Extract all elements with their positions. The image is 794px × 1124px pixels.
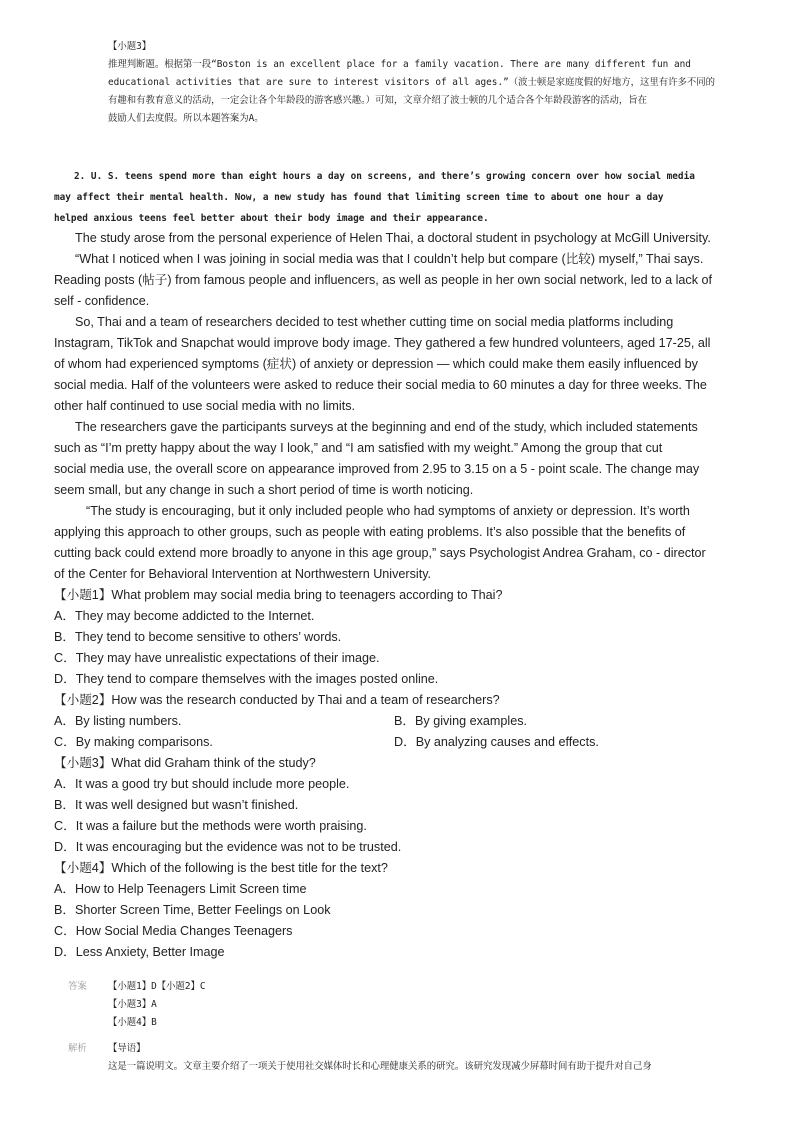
- question-option: D．They tend to compare themselves with the images posted online.: [54, 672, 439, 686]
- question-option: B．They tend to become sensitive to others’ words.: [54, 630, 342, 644]
- passage-line: such as “I’m pretty happy about the way I look,” and “I am satisfied with my weight.” Among the group that cut: [54, 441, 663, 455]
- passage-line: of the Center for Behavioral Intervention at Northwestern University.: [54, 567, 432, 581]
- question-stem: 【小题2】How was the research conducted by Thai and a team of researchers?: [54, 693, 500, 707]
- option-row: [54, 711, 744, 732]
- question-stem: 【小题1】What problem may social media bring to teenagers according to Thai?: [54, 588, 503, 602]
- analysis-line: 这是一篇说明文。文章主要介绍了一项关于使用社交媒体时长和心理健康关系的研究。该研究发现减少屏幕时间有助于提升对自己身: [108, 1061, 652, 1072]
- question-option: B．By giving examples.: [394, 714, 527, 728]
- question-option: B．It was well designed but wasn’t finished.: [54, 798, 299, 812]
- prev-explanation-line: 鼓励人们去度假。所以本题答案为A。: [108, 113, 264, 124]
- question-option: D．It was encouraging but the evidence was not to be trusted.: [54, 840, 402, 854]
- answer-line: 【小题1】D【小题2】C: [108, 981, 206, 992]
- lead-line: may affect their mental health. Now, a new study has found that limiting screen time to about one hour a day: [54, 192, 664, 203]
- question-option: B．Shorter Screen Time, Better Feelings on Look: [54, 903, 331, 917]
- question-option: D．By analyzing causes and effects.: [394, 735, 599, 749]
- passage-line: “The study is encouraging, but it only included people who had symptoms of anxiety or depression. It’s worth: [86, 504, 690, 518]
- passage-lead: [54, 166, 744, 229]
- lead-line: helped anxious teens feel better about their body image and their appearance.: [54, 213, 489, 224]
- prev-question-label: 【小题3】: [108, 41, 152, 52]
- prev-explanation-line: 有趣和有教育意义的活动，一定会让各个年龄段的游客感兴趣。）可知，文章介绍了波士顿的几个适合各个年龄段游客的活动，旨在: [108, 95, 648, 106]
- passage-line: social media use, the overall score on appearance improved from 2.95 to 3.15 on a 5 - point scale. The change may: [54, 462, 700, 476]
- passage-body: [54, 228, 744, 963]
- passage-line: of whom had experienced symptoms (症状) of anxiety or depression — which could make them easily influenced by: [54, 357, 698, 371]
- question-option: A．By listing numbers.: [54, 714, 182, 728]
- question-stem: 【小题3】What did Graham think of the study?: [54, 756, 316, 770]
- option-row: [54, 732, 744, 753]
- answer-label: 答案: [68, 981, 87, 992]
- question-option: A．It was a good try but should include more people.: [54, 777, 350, 791]
- question-option: A．How to Help Teenagers Limit Screen time: [54, 882, 307, 896]
- analysis-line: 【导语】: [108, 1043, 146, 1054]
- question-option: A．They may become addicted to the Internet.: [54, 609, 315, 623]
- previous-explanation: [108, 38, 728, 128]
- answer-line: 【小题3】A: [108, 999, 157, 1010]
- passage-line: “What I noticed when I was joining in social media was that I couldn’t help but compare (比较) myself,” Thai says.: [75, 252, 704, 266]
- passage-line: seem small, but any change in such a short period of time is worth noticing.: [54, 483, 474, 497]
- answer-line: 【小题4】B: [108, 1017, 157, 1028]
- analysis-label: 解析: [68, 1043, 87, 1054]
- passage-line: other half continued to use social media with no limits.: [54, 399, 356, 413]
- prev-explanation-line: educational activities that are sure to interest visitors of all ages.”（波士顿是家庭度假的好地方，这里有许多不同的: [108, 77, 715, 88]
- passage-line: self - confidence.: [54, 294, 150, 308]
- question-option: C．By making comparisons.: [54, 735, 213, 749]
- question-option: D．Less Anxiety, Better Image: [54, 945, 225, 959]
- passage-line: Instagram, TikTok and Snapchat would improve body image. They gathered a few hundred volunteers, aged 17-25, all: [54, 336, 711, 350]
- passage-line: The researchers gave the participants surveys at the beginning and end of the study, which included statements: [75, 420, 698, 434]
- question-option: C．How Social Media Changes Teenagers: [54, 924, 293, 938]
- question-option: C．They may have unrealistic expectations of their image.: [54, 651, 380, 665]
- passage-line: The study arose from the personal experience of Helen Thai, a doctoral student in psychology at McGill University.: [75, 231, 711, 245]
- passage-line: applying this approach to other groups, such as people with eating problems. It’s also possible that the benefits of: [54, 525, 686, 539]
- lead-line: 2. U. S. teens spend more than eight hours a day on screens, and there’s growing concern over how social media: [74, 171, 695, 182]
- passage-line: social media. Half of the volunteers were asked to reduce their social media to 60 minutes a day for three weeks. The: [54, 378, 707, 392]
- passage-line: cutting back could extend more broadly to anyone in this age group,” says Psychologist Andrea Graham, co - director: [54, 546, 706, 560]
- question-option: C．It was a failure but the methods were worth praising.: [54, 819, 367, 833]
- question-stem: 【小题4】Which of the following is the best title for the text?: [54, 861, 388, 875]
- passage-line: Reading posts (帖子) from famous people and influencers, as well as people in her own social network, led to a lack of: [54, 273, 713, 287]
- prev-explanation-line: 推理判断题。根据第一段“Boston is an excellent place for a family vacation. There are many different fun and: [108, 59, 691, 70]
- passage-line: So, Thai and a team of researchers decided to test whether cutting time on social media platforms including: [75, 315, 674, 329]
